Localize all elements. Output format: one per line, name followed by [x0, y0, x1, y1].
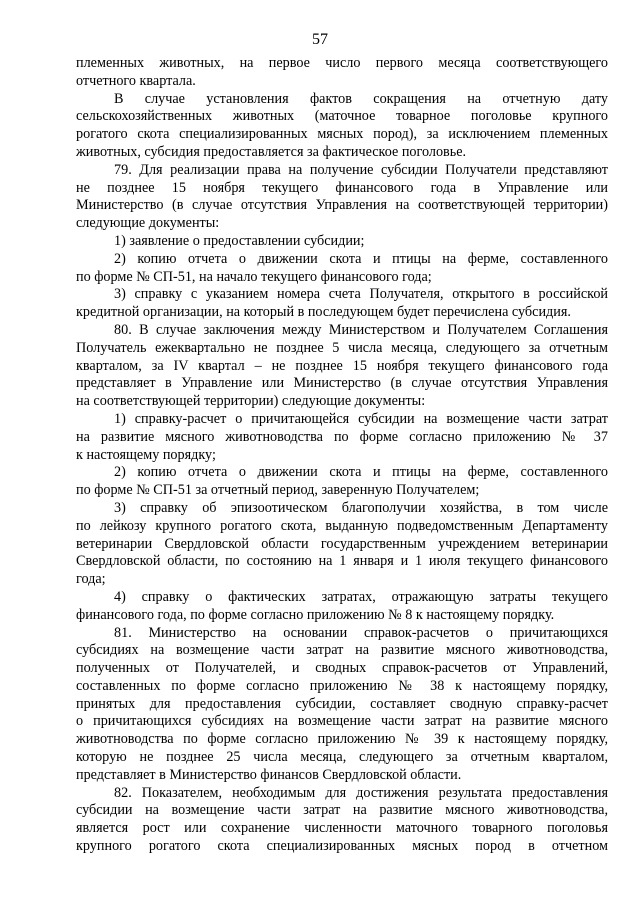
- text-line: является рост или сохранение численности маточного товарного поголовья: [76, 820, 608, 837]
- text-line: о причитающихся субсидиях на возмещение части затрат на развитие мясного: [76, 713, 608, 730]
- text-line: кредитной организации, на который в последующем будет перечислена субсидия.: [76, 304, 571, 321]
- text-line: 79. Для реализации права на получение субсидии Получатели представляют: [114, 161, 608, 178]
- text-line: составленных по форме согласно приложению № 38 к настоящему порядку,: [76, 677, 608, 694]
- text-line: представляет в Управление или Министерство (в случае отсутствия Управления: [76, 375, 608, 392]
- text-line: племенных животных, на первое число первого месяца соответствующего: [76, 55, 608, 71]
- text-line: субсидии на возмещение части затрат на развитие мясного животноводства,: [76, 802, 608, 819]
- text-line: 4) справку о фактических затратах, отражающую затраты текущего: [114, 588, 608, 605]
- text-line: 1) справку-расчет о причитающейся субсидии на возмещение части затрат: [114, 410, 608, 427]
- text-line: на соответствующей территории) следующие документы:: [76, 393, 426, 410]
- text-line: отчетного квартала.: [76, 72, 196, 89]
- text-line: В случае установления фактов сокращения на отчетную дату: [114, 90, 608, 107]
- text-line: финансового года, по форме согласно приложению № 8 к настоящему порядку.: [76, 606, 555, 623]
- page-number: 57: [312, 31, 328, 48]
- text-line: животных, субсидия предоставляется за фактическое поголовье.: [76, 143, 467, 160]
- text-line: по форме № СП-51, на начало текущего финансового года;: [76, 268, 432, 285]
- text-line: крупного рогатого скота специализированных мясных пород в отчетном: [76, 838, 608, 855]
- text-line: Получатель ежеквартально не позднее 5 числа месяца, следующего за отчетным: [76, 339, 608, 356]
- document-body: [76, 55, 608, 856]
- text-line: сельскохозяйственных животных (маточное товарное поголовье крупного: [76, 108, 608, 125]
- text-line: по форме № СП-51 за отчетный период, заверенную Получателем;: [76, 482, 480, 499]
- text-line: субсидиях на возмещение части затрат на развитие мясного животноводства,: [76, 642, 608, 659]
- text-line: принятых для предоставления субсидии, составляет сводную справку-расчет: [76, 695, 608, 712]
- text-line: 2) копию отчета о движении скота и птицы на ферме, составленного: [114, 250, 608, 267]
- text-line: которую не позднее 25 числа месяца, следующего за отчетным кварталом,: [76, 749, 608, 766]
- text-line: представляет в Министерство финансов Свердловской области.: [76, 766, 462, 783]
- text-line: по лейкозу крупного рогатого скота, выданную подведомственным Департаменту: [76, 517, 608, 534]
- text-line: к настоящему порядку;: [76, 446, 216, 463]
- text-line: Свердловской области, по состоянию на 1 января и 1 июля текущего финансового: [76, 553, 608, 570]
- text-line: следующие документы:: [76, 215, 220, 232]
- text-line: года;: [76, 571, 106, 588]
- text-line: 3) справку об эпизоотическом благополучии хозяйства, в том числе: [114, 499, 608, 516]
- text-line: кварталом, за IV квартал – не позднее 15 ноября текущего финансового года: [76, 357, 608, 374]
- text-line: на развитие мясного животноводства по форме согласно приложению № 37: [76, 428, 608, 445]
- text-line: ветеринарии Свердловской области государственным учреждением ветеринарии: [76, 535, 608, 552]
- text-line: 81. Министерство на основании справок-расчетов о причитающихся: [114, 624, 608, 641]
- text-line: 82. Показателем, необходимым для достижения результата предоставления: [114, 784, 608, 801]
- text-line: не позднее 15 ноября текущего финансового года в Управление или: [76, 179, 608, 196]
- text-line: 3) справку с указанием номера счета Получателя, открытого в российской: [114, 286, 608, 303]
- text-line: рогатого скота специализированных мясных пород), за исключением племенных: [76, 126, 608, 143]
- text-line: 80. В случае заключения между Министерством и Получателем Соглашения: [114, 321, 608, 338]
- text-line: животноводства по форме согласно приложению № 39 к настоящему порядку,: [76, 731, 608, 748]
- text-line: 1) заявление о предоставлении субсидии;: [114, 232, 365, 249]
- text-line: полученных от Получателей, и сводных справок-расчетов от Управлений,: [76, 660, 608, 677]
- text-line: 2) копию отчета о движении скота и птицы на ферме, составленного: [114, 464, 608, 481]
- text-line: Министерство (в случае отсутствия Управления на соответствующей территории): [76, 197, 608, 214]
